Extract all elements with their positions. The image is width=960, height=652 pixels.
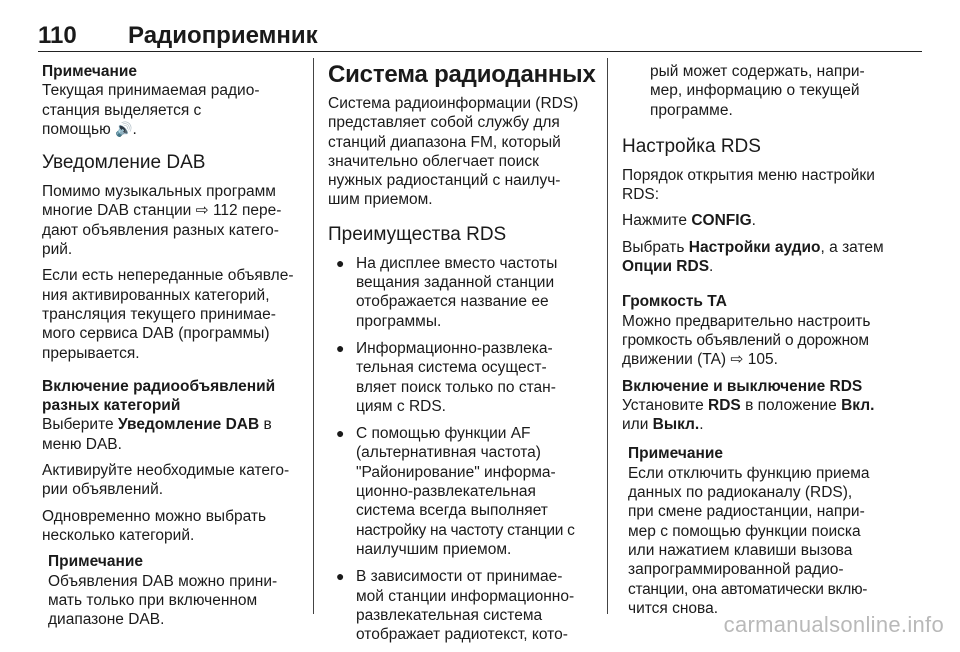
note-line: при смене радиостанции, напри- (628, 503, 865, 521)
option-off: Выкл. (652, 416, 700, 434)
note-rds-reenable (622, 444, 922, 618)
option-on: Вкл. (841, 396, 875, 414)
text-line: С помощью функции AF (356, 425, 531, 443)
text-line: значительно облегчает поиск (328, 152, 539, 170)
text-line: Информационно-развлека- (356, 339, 553, 357)
text-line: вляет поиск только по стан- (356, 378, 556, 396)
text-line: трансляция текущего принимае- (42, 305, 276, 323)
note-line: диапазоне DAB. (48, 611, 165, 629)
heading-rds-setup: Настройка RDS (622, 135, 761, 157)
text-line: Одновременно можно выбрать (42, 507, 267, 525)
page-reference-arrow-icon: ⇨ (730, 351, 744, 369)
paragraph-dab-interrupt (42, 266, 298, 362)
text-run: . (751, 212, 756, 230)
note-title: Примечание (42, 63, 137, 80)
text-line: В зависимости от принимае- (356, 568, 563, 586)
bullet-icon: ● (336, 568, 345, 585)
text-line: циям с RDS. (356, 397, 446, 415)
text-line: система всегда выполняет (356, 502, 548, 520)
text-run: . (709, 258, 714, 276)
text-line: тельная система осущест- (356, 359, 547, 377)
note-dab-band (42, 552, 298, 629)
menu-item-name: Настройки аудио (688, 238, 821, 256)
text-line: мой станции информационно- (356, 587, 575, 605)
heading-line: разных категорий (42, 397, 181, 415)
text-line: дают объявления разных катего- (42, 221, 279, 239)
watermark: carmanualsonline.info (723, 612, 944, 637)
bullet-icon: ● (336, 254, 345, 271)
text-line: Если есть непереданные объявле- (42, 267, 294, 285)
paragraph-ta-volume (622, 312, 922, 370)
text-run: в положение (740, 396, 842, 414)
menu-item-name: RDS (708, 396, 741, 414)
text-line: прерывается. (42, 344, 140, 362)
column-2 (328, 62, 600, 652)
bullet-icon: ● (336, 339, 345, 356)
menu-item-name: Уведомление DAB (117, 416, 260, 434)
text-line: "Районирование" информа- (356, 463, 556, 481)
text-run: Выберите (42, 416, 118, 434)
column-3 (622, 62, 922, 628)
menu-item-name: Опции RDS (622, 258, 710, 276)
text-run: , а затем (820, 238, 884, 256)
text-line: шим приемом. (328, 191, 433, 209)
page-reference-arrow-icon: ⇨ (195, 202, 209, 220)
text-line: отображает радиотекст, кото- (356, 626, 568, 644)
heading-dab-announcement: Уведомление DAB (42, 152, 206, 174)
note-line: Объявления DAB можно прини- (48, 572, 278, 590)
text-line: мого сервиса DAB (программы) (42, 325, 270, 343)
note-line: запрограммированной радио- (628, 561, 844, 579)
heading-rds-advantages: Преимущества RDS (328, 223, 507, 245)
list-item (328, 567, 600, 644)
heading-rds-on-off: Включение и выключение RDS (622, 377, 863, 395)
list-item (328, 254, 600, 331)
list-item (328, 424, 600, 559)
note-line: или нажатием клавиши вызова (628, 541, 853, 559)
note-line: станция выделяется с (42, 101, 202, 119)
note-line: данных по радиоканалу (RDS), (628, 484, 853, 502)
note-line: Текущая принимаемая радио- (42, 82, 260, 100)
text-line: мер, информацию о текущей (650, 82, 860, 100)
text-line: ционно-развлекательная (356, 483, 536, 501)
bullet-icon: ● (336, 425, 345, 442)
text-line: наилучшим приемом. (356, 540, 512, 558)
paragraph-dab-intro (42, 182, 298, 259)
text-run: Установите (622, 396, 709, 414)
text-line: настройку на частоту станции с (356, 521, 575, 539)
paragraph-set-rds (622, 396, 922, 435)
text-line: отображается название ее (356, 293, 549, 311)
text-line: Можно предварительно настроить (622, 312, 871, 330)
text-run: Выбрать (622, 238, 689, 256)
page-number: 110 (38, 22, 77, 49)
text-line: меню DAB. (42, 435, 122, 453)
paragraph-open-menu (622, 166, 922, 205)
note-line: станции, она автоматически вклю- (628, 580, 868, 598)
paragraph-press-config (622, 211, 922, 230)
note-current-station (42, 62, 298, 139)
list-item (328, 339, 600, 416)
text-line: На дисплее вместо частоты (356, 254, 558, 272)
text-line: вещания заданной станции (356, 274, 555, 292)
note-line: мер с помощью функции поиска (628, 522, 861, 540)
paragraph-continued (622, 62, 922, 120)
heading-ta-volume: Громкость ТА (622, 293, 727, 311)
text-line: станций диапазона FM, который (328, 133, 561, 151)
text-run: в (259, 416, 272, 434)
text-line: многие DAB станции (42, 202, 192, 220)
column-divider-2 (607, 58, 608, 614)
note-line: помощью (42, 120, 111, 138)
note-title: Примечание (48, 553, 143, 571)
column-1 (42, 62, 298, 639)
header-rule (38, 51, 922, 52)
text-line: ния активированных категорий, (42, 286, 270, 304)
text-line: движении (TA) (622, 351, 727, 369)
text-line: Система радиоинформации (RDS) (328, 95, 579, 112)
text-run: Нажмите (622, 212, 692, 230)
note-line: чится снова. (628, 599, 719, 617)
text-line: 112 пере- (212, 202, 282, 220)
text-line: RDS: (622, 186, 660, 204)
text-line: Активируйте необходимые катего- (42, 462, 290, 480)
page-header (38, 22, 922, 52)
page-reference: 105. (747, 351, 778, 369)
chapter-title: Радиоприемник (128, 22, 318, 49)
text-line: Порядок открытия меню настройки (622, 166, 875, 184)
heading-rds-system: Система радиоданных (328, 61, 596, 88)
paragraph-multiple-categories (42, 507, 298, 546)
text-line: рий. (42, 241, 73, 259)
note-punct: . (132, 120, 137, 138)
text-line: программе. (650, 101, 733, 119)
paragraph-activate-categories (42, 461, 298, 500)
paragraph-select-dab (42, 415, 298, 454)
text-line: рый может содержать, напри- (650, 63, 865, 80)
text-line: рии объявлений. (42, 481, 164, 499)
text-line: несколько категорий. (42, 526, 195, 544)
text-run: . (699, 416, 704, 434)
note-title: Примечание (628, 445, 723, 463)
column-divider-1 (313, 58, 314, 614)
paragraph-rds-intro (328, 94, 600, 210)
text-line: громкость объявлений о дорожном (622, 331, 869, 349)
text-line: (альтернативная частота) (356, 444, 541, 462)
heading-activate-announcements (42, 377, 298, 416)
text-line: программы. (356, 312, 442, 330)
text-run: или (622, 416, 653, 434)
text-line: развлекательная система (356, 606, 543, 624)
note-line: Если отключить функцию приема (628, 464, 870, 482)
volume-icon: 🔊 (115, 120, 133, 137)
text-line: представляет собой службу для (328, 114, 560, 132)
paragraph-select-audio (622, 238, 922, 277)
heading-line: Включение радиообъявлений (42, 377, 276, 395)
config-key-name: CONFIG (691, 212, 752, 230)
text-line: Помимо музыкальных программ (42, 183, 276, 201)
text-line: нужных радиостанций с наилуч- (328, 172, 561, 190)
note-line: мать только при включенном (48, 591, 258, 609)
